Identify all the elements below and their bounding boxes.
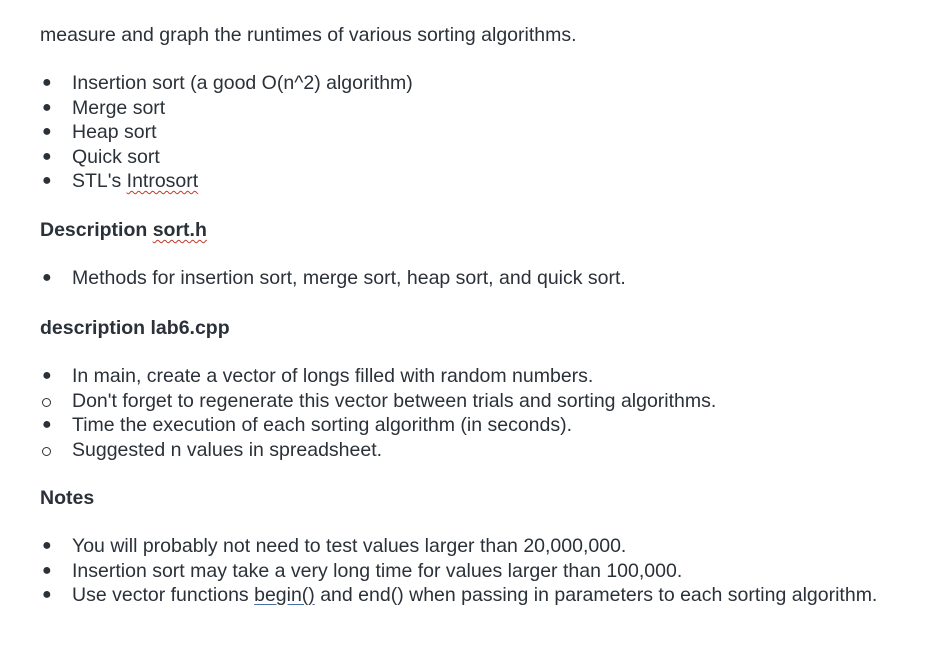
circle-bullet-icon (42, 447, 51, 456)
list-item (40, 169, 910, 194)
sub-list-item: Suggested n values in spreadsheet. (40, 438, 910, 463)
notes-heading: Notes (40, 487, 95, 509)
bullet-icon: ● (42, 98, 52, 116)
lab6-heading: description lab6.cpp (40, 317, 230, 339)
introsort-text: STL's Introsort (72, 170, 199, 192)
list-item: ● Time the execution of each sorting algorithm (in seconds). Suggested n values in spreadsheet. (40, 413, 910, 462)
begin-end-note: Use vector functions begin() and end() when passing in parameters to each sorting algorithm. (72, 584, 878, 606)
list-item: ● Methods for insertion sort, merge sort, heap sort, and quick sort. (42, 267, 626, 289)
sub-list (40, 438, 910, 463)
list-item: ● You will probably not need to test values larger than 20,000,000. (42, 535, 627, 557)
bullet-icon: ● (42, 147, 52, 165)
list-item (40, 583, 910, 608)
circle-bullet-icon (42, 398, 51, 407)
bullet-icon: ● (42, 561, 52, 579)
bullet-icon: ● (42, 74, 52, 91)
bullet-icon: ● (42, 269, 52, 286)
list-item: ● Insertion sort (a good O(n^2) algorithm) (42, 72, 413, 94)
list-item: ● Merge sort (42, 96, 166, 119)
sort-h-list (40, 266, 910, 291)
list-item: ● Quick sort (42, 145, 160, 168)
bullet-icon: ● (42, 172, 52, 189)
sub-list-item: Don't forget to regenerate this vector between trials and sorting algorithms. (40, 389, 910, 414)
algorithm-list (40, 71, 910, 194)
sub-list (40, 389, 910, 414)
intro-paragraph: measure and graph the runtimes of various sorting algorithms. (40, 24, 577, 46)
list-item: ● Insertion sort may take a very long time for values larger than 100,000. (42, 559, 683, 582)
bullet-icon: ● (42, 367, 52, 384)
list-item: ● Heap sort (42, 121, 157, 143)
list-item: ● In main, create a vector of longs filled with random numbers. Don't forget to regenerate this vector between trials and sorting algorithms. (40, 364, 910, 413)
lab6-list (40, 364, 910, 462)
bullet-icon: ● (42, 537, 52, 554)
notes-list (40, 534, 910, 608)
bullet-icon: ● (42, 416, 52, 433)
bullet-icon: ● (42, 586, 52, 603)
bullet-icon: ● (42, 123, 52, 140)
sort-h-heading: Description sort.h (40, 219, 207, 241)
